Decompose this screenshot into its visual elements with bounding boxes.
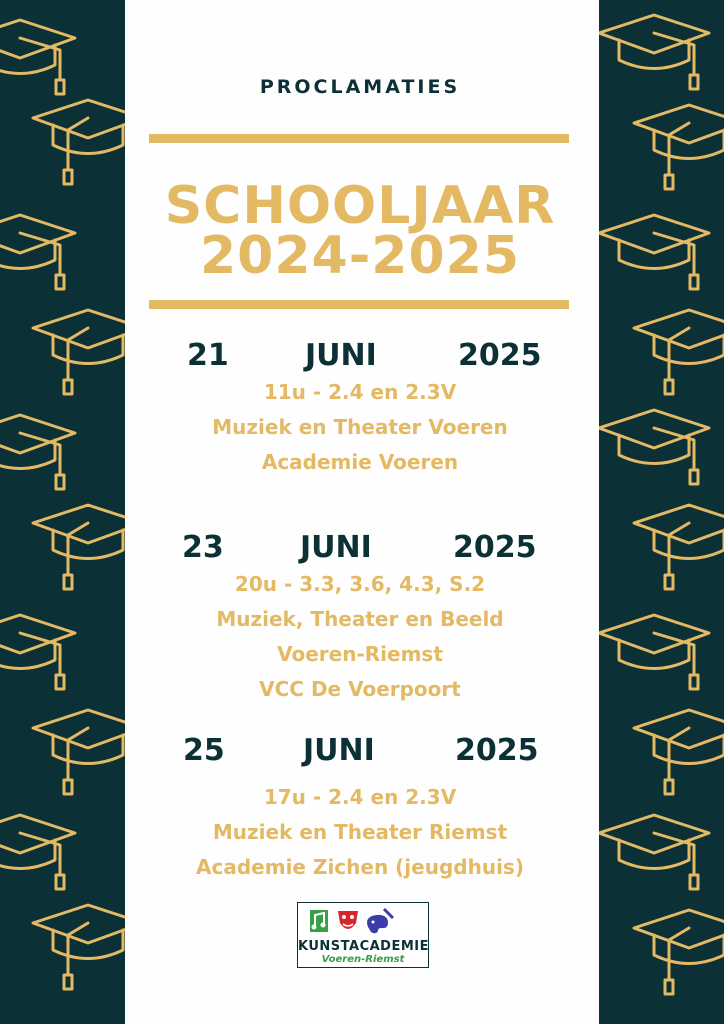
graduation-cap-icon [33, 905, 125, 989]
graduation-cap-icon [599, 410, 709, 484]
left-decor-panel [0, 0, 125, 1024]
event-date-row [125, 530, 595, 570]
graduation-cap-icon [634, 910, 724, 994]
top-divider [149, 134, 569, 143]
poster-content [125, 0, 595, 1024]
graduation-cap-icon [634, 105, 724, 189]
graduation-cap-icon [634, 310, 724, 394]
event-month: JUNI [303, 733, 375, 768]
kicker-heading: PROCLAMATIES [259, 76, 461, 98]
event-region-line: Voeren-Riemst [277, 642, 443, 666]
graduation-cap-icon [33, 710, 125, 794]
event-month: JUNI [305, 338, 377, 373]
event-year: 2025 [458, 338, 542, 373]
right-graduation-cap-pattern [599, 0, 724, 1024]
music-note-icon [310, 910, 328, 932]
event-day: 21 [187, 338, 229, 373]
theater-masks-icon [338, 911, 358, 929]
event-time-line: 17u - 2.4 en 2.3V [263, 785, 457, 809]
graduation-cap-icon [599, 815, 709, 889]
kunstacademie-logo [297, 902, 429, 968]
title-line-2: 2024-2025 [199, 226, 521, 286]
graduation-cap-icon [33, 310, 125, 394]
event-time-line: 20u - 3.3, 3.6, 4.3, S.2 [234, 572, 486, 596]
right-decor-panel [599, 0, 724, 1024]
event-date-row [125, 338, 595, 378]
event-month: JUNI [300, 530, 372, 565]
logo-subtitle: Voeren-Riemst [321, 954, 405, 965]
graduation-cap-icon [0, 215, 75, 289]
graduation-cap-icon [599, 615, 709, 689]
logo-icons [298, 903, 428, 939]
graduation-cap-icon [634, 710, 724, 794]
event-program-line: Muziek en Theater Riemst [212, 820, 508, 844]
logo-name: KUNSTACADEMIE [298, 939, 429, 954]
graduation-cap-icon [0, 615, 75, 689]
event-day: 25 [183, 733, 225, 768]
event-date-row [125, 733, 595, 773]
event-time-line: 11u - 2.4 en 2.3V [263, 380, 457, 404]
event-program-line: Muziek, Theater en Beeld [216, 607, 504, 631]
graduation-cap-icon [599, 215, 709, 289]
event-day: 23 [182, 530, 224, 565]
event-location-line: Academie Voeren [261, 450, 459, 474]
event-year: 2025 [453, 530, 537, 565]
graduation-cap-icon [0, 815, 75, 889]
paint-palette-icon [367, 909, 393, 933]
graduation-cap-icon [33, 505, 125, 589]
event-location-line: VCC De Voerpoort [259, 677, 461, 701]
graduation-cap-icon [634, 505, 724, 589]
event-program-line: Muziek en Theater Voeren [212, 415, 508, 439]
graduation-cap-icon [599, 15, 709, 89]
graduation-cap-icon [0, 20, 75, 94]
left-graduation-cap-pattern [0, 0, 125, 1024]
bottom-divider [149, 300, 569, 309]
graduation-cap-icon [33, 100, 125, 184]
graduation-cap-icon [0, 415, 75, 489]
event-year: 2025 [455, 733, 539, 768]
event-location-line: Academie Zichen (jeugdhuis) [196, 855, 524, 879]
title-line-1: SCHOOLJAAR [164, 176, 556, 236]
